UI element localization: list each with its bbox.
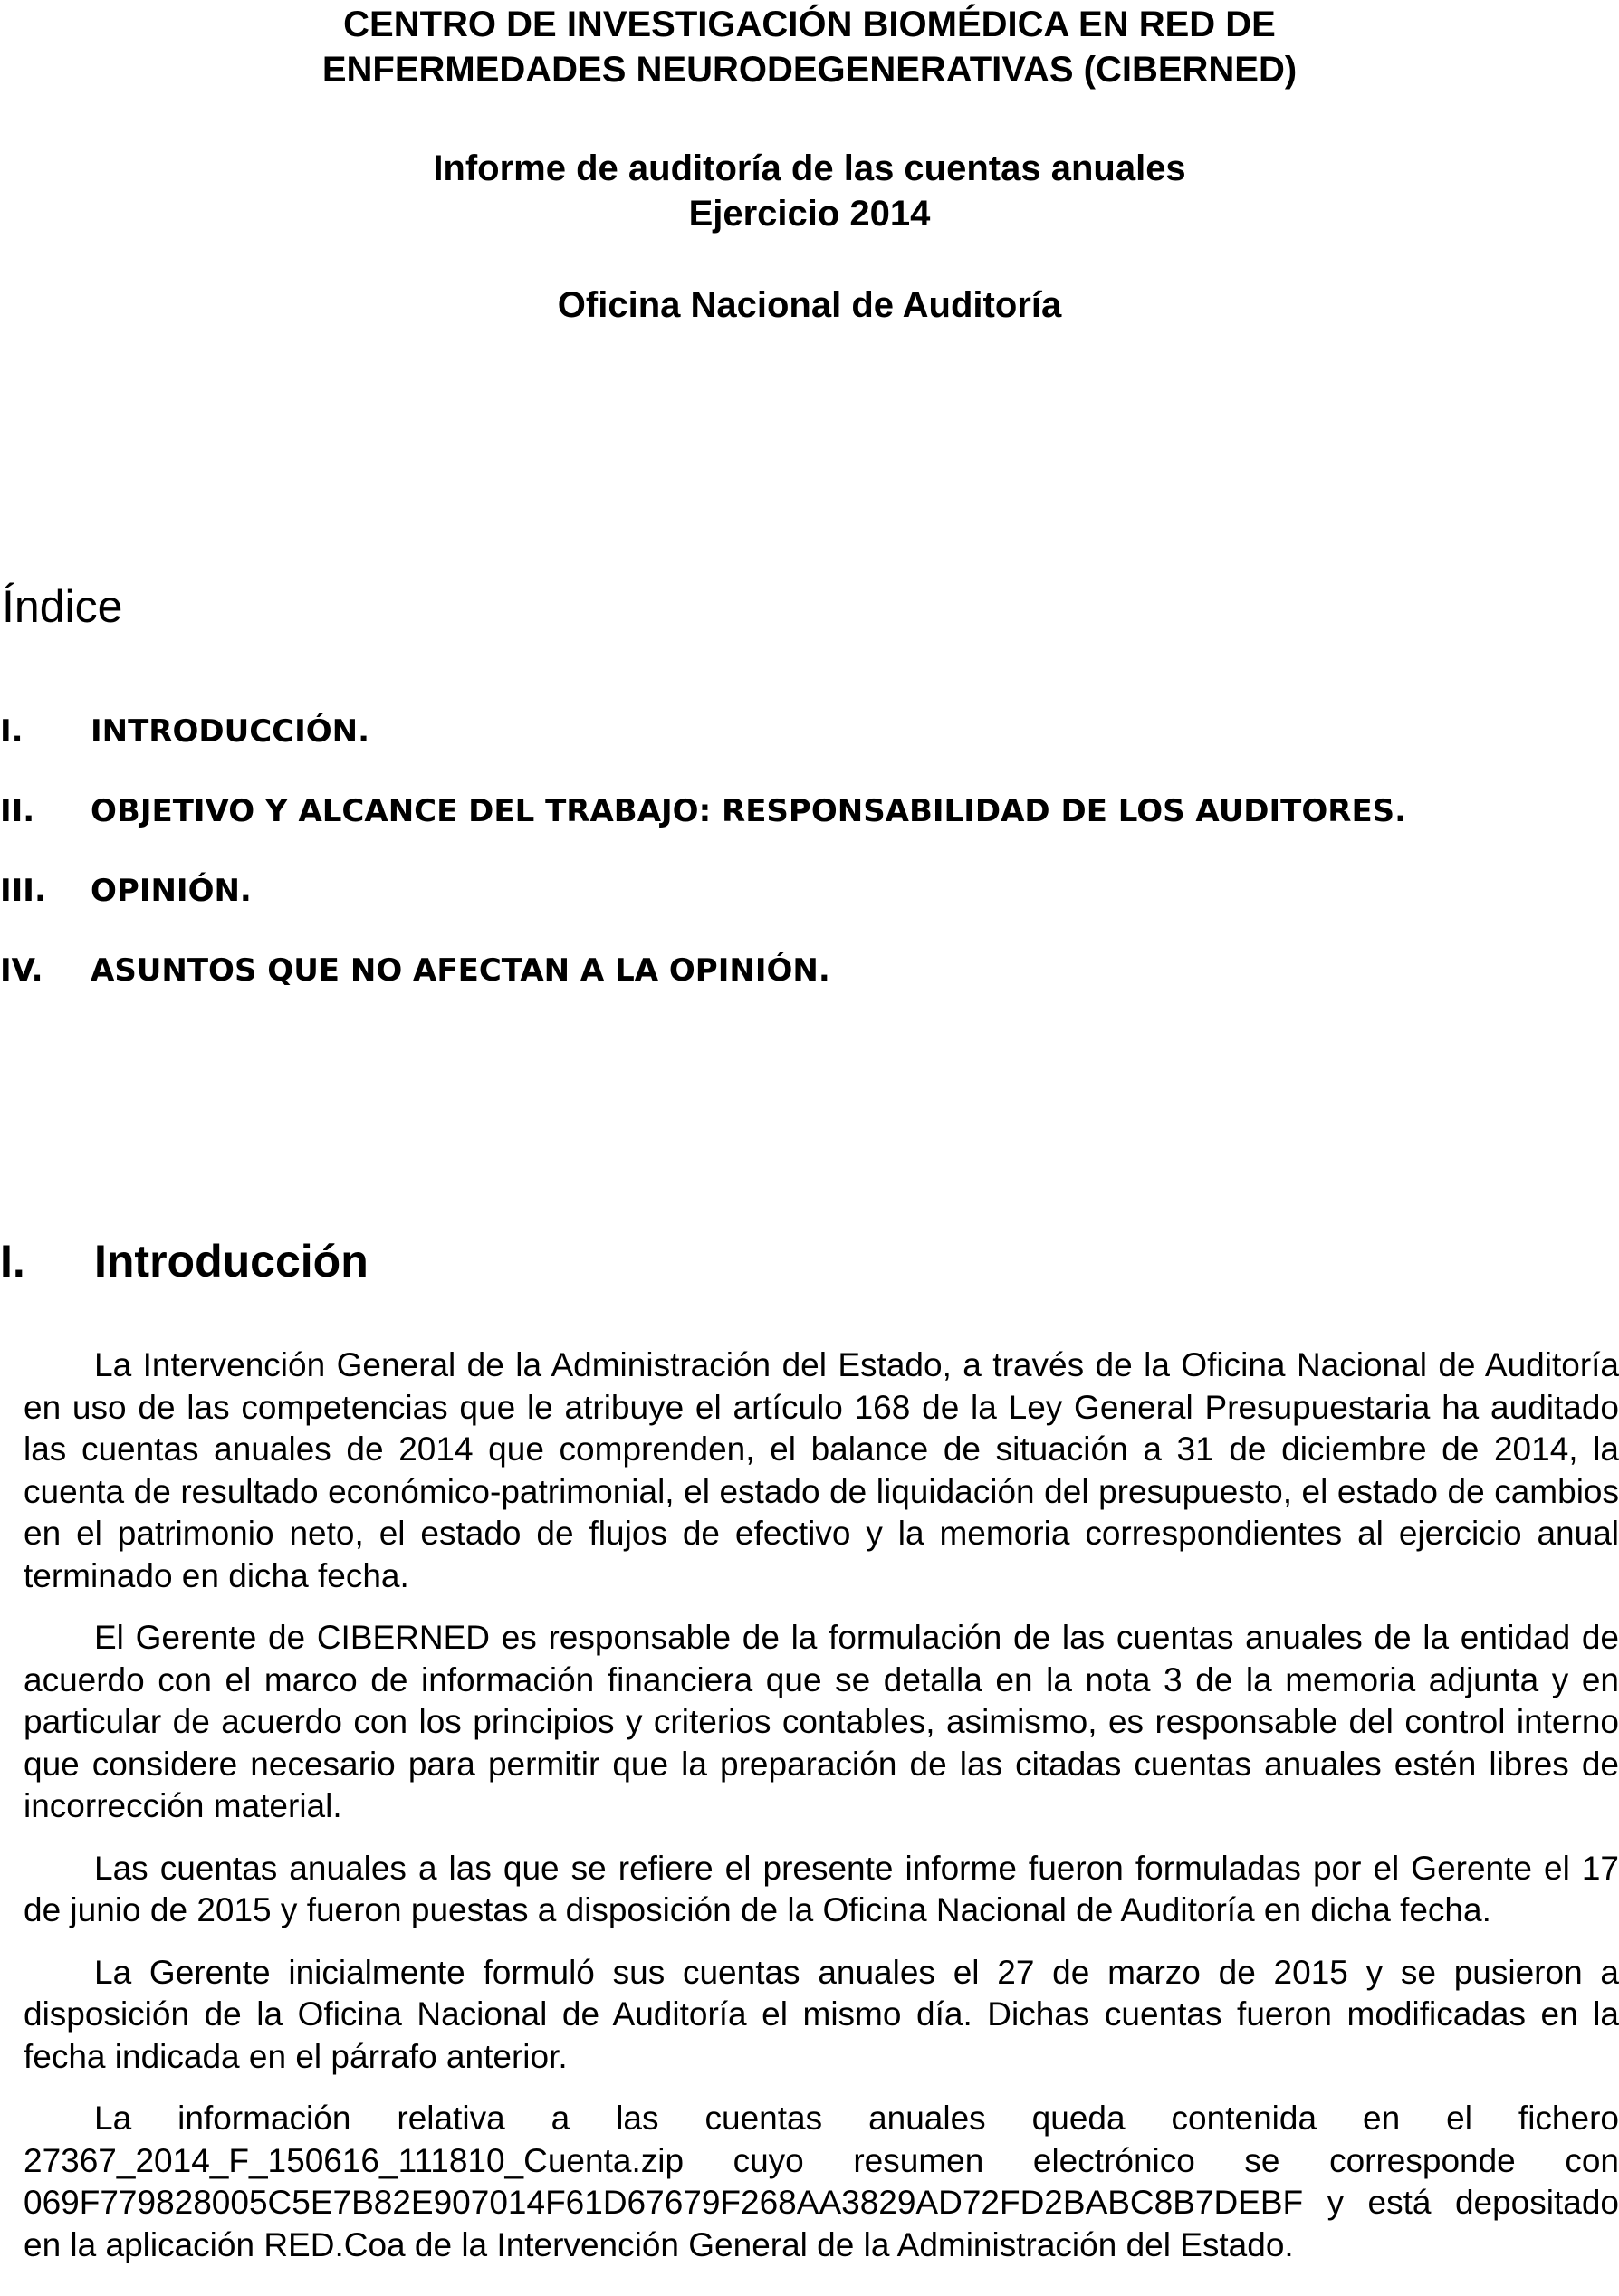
- paragraph-4: La Gerente inicialmente formuló sus cuentas anuales el 27 de marzo de 2015 y se pusieron a disposición de la Oficina Nacional de Auditoría el mismo día. Dichas cuentas fueron modificadas en la fecha indicada en el párrafo anterior.: [24, 1953, 1619, 2075]
- office-title: [0, 282, 1619, 328]
- toc-item-number: III.: [0, 873, 46, 909]
- section-body: [24, 1344, 1619, 2286]
- organization-title: [0, 2, 1619, 92]
- report-title: [0, 146, 1619, 236]
- toc-item-number: IV.: [0, 952, 43, 989]
- paragraph-5: La información relativa a las cuentas anuales queda contenida en el fichero 27367_2014_F_150616_111810_Cuenta.zip cuyo resumen electrónico se corresponde con 069F779828005C5E7B82E907014F61D67679F268AA3829AD72FD2BABC8B7DEBF y está depositado en la aplicación RED.Coa de la Intervención General de la Administración del Estado.: [24, 2100, 1619, 2263]
- toc-item-4[interactable]: [0, 943, 1619, 1023]
- section-number: I.: [0, 1236, 25, 1287]
- toc-item-1[interactable]: [0, 704, 1619, 784]
- index-heading: Índice: [2, 581, 123, 632]
- toc-item-number: I.: [0, 713, 24, 750]
- toc-item-label: INTRODUCCIÓN.: [91, 713, 370, 750]
- organization-title-line-2: ENFERMEDADES NEURODEGENERATIVAS (CIBERNED): [321, 50, 1298, 90]
- paragraph-3: Las cuentas anuales a las que se refiere el presente informe fueron formuladas por el Gerente el 17 de junio de 2015 y fueron puestas a disposición de la Oficina Nacional de Auditoría en dicha fecha.: [24, 1849, 1619, 1928]
- organization-title-line-1: CENTRO DE INVESTIGACIÓN BIOMÉDICA EN RED DE: [343, 5, 1276, 44]
- toc-item-label: ASUNTOS QUE NO AFECTAN A LA OPINIÓN.: [91, 952, 830, 989]
- report-title-line-1: Informe de auditoría de las cuentas anuales: [433, 148, 1186, 188]
- office-name: Oficina Nacional de Auditoría: [557, 285, 1062, 325]
- toc-item-label: OPINIÓN.: [91, 873, 252, 909]
- report-title-line-2: Ejercicio 2014: [688, 194, 931, 234]
- toc-item-3[interactable]: [0, 864, 1619, 943]
- toc-item-label: OBJETIVO Y ALCANCE DEL TRABAJO: RESPONSABILIDAD DE LOS AUDITORES.: [91, 793, 1407, 829]
- section-title: Introducción: [94, 1236, 369, 1287]
- paragraph-1: La Intervención General de la Administración del Estado, a través de la Oficina Nacional de Auditoría en uso de las competencias que le atribuye el artículo 168 de la Ley General Presupuestaria ha auditado las cuentas anuales de 2014 que comprenden, el balance de situación a 31 de diciembre de 2014, la cuenta de resultado económico-patrimonial, el estado de liquidación del presupuesto, el estado de cambios en el patrimonio neto, el estado de flujos de efectivo y la memoria correspondientes al ejercicio anual terminado en dicha fecha.: [24, 1346, 1619, 1594]
- table-of-contents: [0, 704, 1619, 1023]
- toc-item-number: II.: [0, 793, 35, 829]
- toc-item-2[interactable]: [0, 784, 1619, 864]
- paragraph-2: El Gerente de CIBERNED es responsable de la formulación de las cuentas anuales de la entidad de acuerdo con el marco de información financiera que se detalla en la nota 3 de la memoria adjunta y en particular de acuerdo con los principios y criterios contables, asimismo, es responsable del control interno que considere necesario para permitir que la preparación de las citadas cuentas anuales estén libres de incorrección material.: [24, 1619, 1619, 1824]
